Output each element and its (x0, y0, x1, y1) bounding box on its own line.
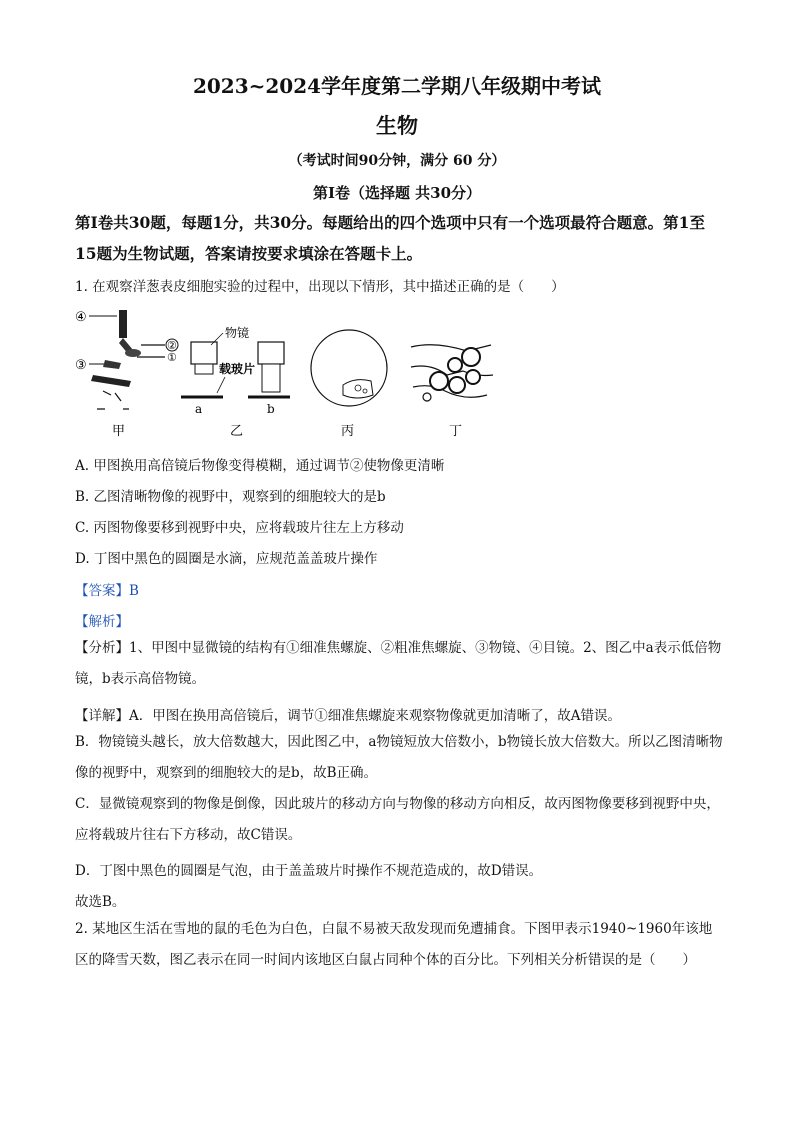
option-b: B. 乙图清晰物像的视野中，观察到的细胞较大的是b (75, 489, 386, 505)
caption-yi: 乙 (230, 424, 244, 439)
exam-info: （考试时间90分钟，满分 60 分） (288, 153, 506, 169)
detail-a: 【详解】A．甲图在换用高倍镜后，调节①细准焦螺旋来观察物像就更加清晰了，故A错误。 (75, 708, 621, 724)
caption-jia: 甲 (112, 424, 126, 439)
analysis-label: 【解析】 (75, 614, 129, 630)
label-4: ④ (75, 310, 87, 325)
label-slide: 载玻片 (219, 362, 256, 376)
option-a: A. 甲图换用高倍镜后物像变得模糊，通过调节②使物像更清晰 (75, 458, 445, 474)
microscope-figure-svg (75, 305, 505, 440)
instructions: 第Ⅰ卷共30题，每题1分，共30分。每题给出的四个选项中只有一个选项最符合题意。第1至15题为生物试题，答案请按要求填涂在答题卡上。 (75, 213, 705, 263)
option-d: D. 丁图中黑色的圆圈是水滴，应规范盖盖玻片操作 (75, 551, 378, 567)
subject-title: 生物 (376, 113, 418, 138)
answer (75, 579, 725, 599)
label-objective: 物镜 (225, 326, 250, 340)
label-3: ③ (75, 358, 87, 373)
figure-bing-field (311, 330, 387, 406)
figure-yi-objectives (181, 325, 290, 416)
figure-ding-cells (411, 345, 493, 401)
option-c: C. 丙图物像要移到视野中央，应将载玻片往左上方移动 (75, 520, 404, 536)
conclusion: 故选B。 (75, 894, 126, 910)
exam-title: 2023~2024学年度第二学期八年级期中考试 (192, 74, 602, 98)
detail-c: C．显微镜观察到的物像是倒像，因此玻片的移动方向与物像的移动方向相反，故丙图物像要移到视野中央，应将载玻片往右下方移动，故C错误。 (75, 796, 720, 843)
detail-d: D．丁图中黑色的圆圈是气泡，由于盖盖玻片时操作不规范造成的，故D错误。 (75, 863, 543, 879)
figure-jia-microscope (75, 310, 178, 409)
caption-ding: 丁 (449, 424, 463, 439)
question-2-stem: 2. 某地区生活在雪地的鼠的毛色为白色，白鼠不易被天敌发现而免遭捕食。下图甲表示1940~1960年该地区的降雪天数，图乙表示在同一时间内该地区白鼠占同种个体的百分比。下列相关分析错误的是（ ） (75, 921, 713, 968)
label-b: b (267, 402, 275, 416)
label-1: ① (167, 351, 177, 364)
detail-b: B．物镜镜头越长，放大倍数越大，因此图乙中，a物镜短放大倍数小，b物镜长放大倍数大。所以乙图清晰物像的视野中，观察到的细胞较大的是b，故B正确。 (75, 734, 723, 781)
section-title: 第Ⅰ卷（选择题 共30分） (312, 184, 482, 202)
question-1-figure (75, 305, 505, 440)
label-a: a (195, 402, 203, 416)
caption-bing: 丙 (341, 424, 355, 439)
question-1-stem: 1. 在观察洋葱表皮细胞实验的过程中，出现以下情形，其中描述正确的是（ ） (75, 279, 565, 295)
label-2: ② (167, 339, 177, 352)
answer-text: 【答案】B (75, 583, 139, 599)
analysis-paragraph: 【分析】1、甲图中显微镜的结构有①细准焦螺旋、②粗准焦螺旋、③物镜、④目镜。2、图乙中a表示低倍物镜，b表示高倍物镜。 (75, 640, 722, 687)
